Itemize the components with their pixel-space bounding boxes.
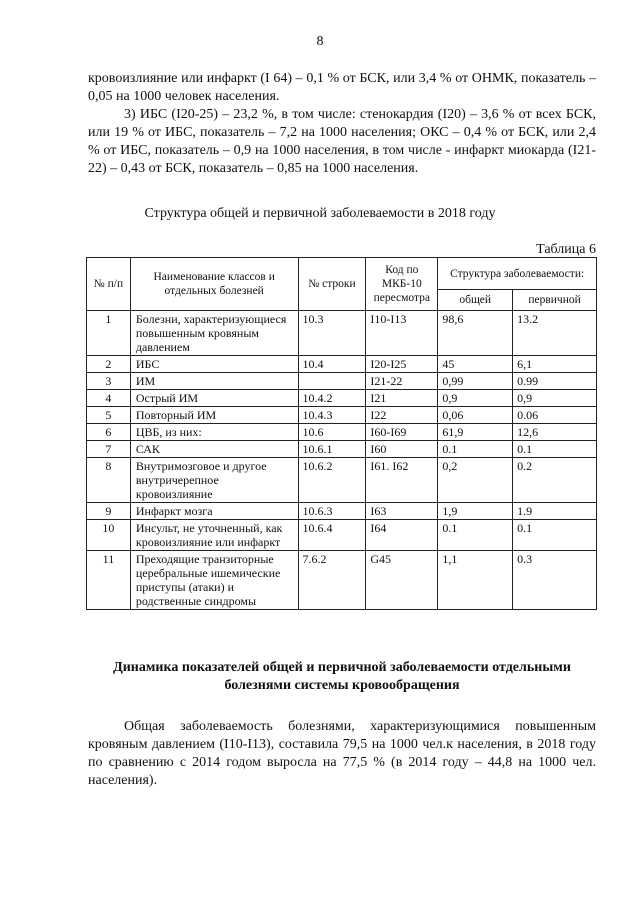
cell-general: 0.1 xyxy=(438,441,513,458)
cell-general: 1,1 xyxy=(438,551,513,610)
cell-code: I10-I13 xyxy=(366,311,438,356)
cell-general: 0,2 xyxy=(438,458,513,503)
table-row xyxy=(87,424,597,441)
cell-line: 10.4 xyxy=(298,356,366,373)
cell-num: 5 xyxy=(87,407,131,424)
cell-line: 10.3 xyxy=(298,311,366,356)
cell-general: 0,9 xyxy=(438,390,513,407)
cell-name: Болезни, характеризующиеся повышенным кровяным давлением xyxy=(130,311,298,356)
cell-name: Преходящие транзиторные церебральные ишемические приступы (атаки) и родственные синдромы xyxy=(130,551,298,610)
cell-num: 8 xyxy=(87,458,131,503)
page-number: 8 xyxy=(316,34,324,49)
cell-general: 0,99 xyxy=(438,373,513,390)
cell-code: I60-I69 xyxy=(366,424,438,441)
table-label: Таблица 6 xyxy=(536,242,596,257)
cell-name: Повторный ИМ xyxy=(130,407,298,424)
intro-paragraph-2: 3) ИБС (I20-25) – 23,2 %, в том числе: стенокардия (I20) – 3,6 % от всех БСК, или 19 % от ИБС, показатель – 7,2 на 1000 населения; ОКС – 0,4 % от БСК, или 2,4 % от ИБС, показатель – 0,9 на 1000 населения, в том числе - инфаркт миокарда (I21-22) – 0,43 от БСК, показатель – 0,85 на 1000 населения. xyxy=(88,107,596,176)
table-row xyxy=(87,441,597,458)
table-row xyxy=(87,407,597,424)
cell-num: 2 xyxy=(87,356,131,373)
cell-line: 10.4.2 xyxy=(298,390,366,407)
body-paragraph: Общая заболеваемость болезнями, характеризующимися повышенным кровяным давлением (I10-I13), составила 79,5 на 1000 чел.к населения, в 2018 году по сравнению с 2014 годом выросла на 77,5 % (в 2014 году – 44,8 на 1000 чел. населения). xyxy=(88,719,596,788)
cell-primary: 1.9 xyxy=(513,503,597,520)
cell-name: Внутримозговое и другое внутричерепное кровоизлияние xyxy=(130,458,298,503)
table-row xyxy=(87,356,597,373)
cell-num: 6 xyxy=(87,424,131,441)
cell-code: I22 xyxy=(366,407,438,424)
morbidity-table xyxy=(86,257,597,610)
cell-line: 10.6.1 xyxy=(298,441,366,458)
cell-line: 10.6.3 xyxy=(298,503,366,520)
cell-general: 45 xyxy=(438,356,513,373)
cell-line: 10.6.2 xyxy=(298,458,366,503)
table-row xyxy=(87,458,597,503)
header-icd-code: Код по МКБ-10 пересмотра xyxy=(366,258,438,311)
cell-primary: 12,6 xyxy=(513,424,597,441)
cell-primary: 6,1 xyxy=(513,356,597,373)
header-general: общей xyxy=(438,290,513,311)
cell-num: 10 xyxy=(87,520,131,551)
cell-num: 1 xyxy=(87,311,131,356)
cell-name: ИБС xyxy=(130,356,298,373)
cell-code: G45 xyxy=(366,551,438,610)
cell-code: I63 xyxy=(366,503,438,520)
cell-code: I21-22 xyxy=(366,373,438,390)
header-row-code: № строки xyxy=(298,258,366,311)
cell-primary: 0,9 xyxy=(513,390,597,407)
cell-code: I20-I25 xyxy=(366,356,438,373)
cell-general: 1,9 xyxy=(438,503,513,520)
cell-general: 0.1 xyxy=(438,520,513,551)
header-structure: Структура заболеваемости: xyxy=(438,258,597,290)
cell-name: Инсульт, не уточненный, как кровоизлияние или инфаркт xyxy=(130,520,298,551)
cell-num: 9 xyxy=(87,503,131,520)
cell-line: 10.6 xyxy=(298,424,366,441)
cell-name: САК xyxy=(130,441,298,458)
section-heading: Динамика показателей общей и первичной заболеваемости отдельными болезнями системы кровообращения xyxy=(113,660,571,693)
header-num: № п/п xyxy=(87,258,131,311)
header-primary: первичной xyxy=(513,290,597,311)
cell-primary: 0.99 xyxy=(513,373,597,390)
table-row xyxy=(87,390,597,407)
intro-paragraph-1: кровоизлияние или инфаркт (I 64) – 0,1 % от БСК, или 3,4 % от ОНМК, показатель – 0,05 на 1000 человек населения. xyxy=(88,71,596,104)
cell-num: 7 xyxy=(87,441,131,458)
table-row xyxy=(87,373,597,390)
cell-primary: 0.06 xyxy=(513,407,597,424)
cell-primary: 0.1 xyxy=(513,520,597,551)
cell-primary: 0.3 xyxy=(513,551,597,610)
cell-line xyxy=(298,373,366,390)
table-row xyxy=(87,311,597,356)
table-row xyxy=(87,551,597,610)
table-title: Структура общей и первичной заболеваемости в 2018 году xyxy=(144,206,496,221)
cell-primary: 0.2 xyxy=(513,458,597,503)
cell-primary: 13.2 xyxy=(513,311,597,356)
cell-line: 10.6.4 xyxy=(298,520,366,551)
cell-primary: 0.1 xyxy=(513,441,597,458)
cell-code: I60 xyxy=(366,441,438,458)
cell-name: Инфаркт мозга xyxy=(130,503,298,520)
cell-name: Острый ИМ xyxy=(130,390,298,407)
cell-name: ЦВБ, из них: xyxy=(130,424,298,441)
cell-general: 61,9 xyxy=(438,424,513,441)
cell-code: I64 xyxy=(366,520,438,551)
cell-num: 3 xyxy=(87,373,131,390)
cell-line: 10.4.3 xyxy=(298,407,366,424)
table-body xyxy=(87,311,597,610)
cell-code: I61. I62 xyxy=(366,458,438,503)
cell-name: ИМ xyxy=(130,373,298,390)
cell-general: 0,06 xyxy=(438,407,513,424)
cell-line: 7.6.2 xyxy=(298,551,366,610)
cell-num: 4 xyxy=(87,390,131,407)
cell-num: 11 xyxy=(87,551,131,610)
header-name: Наименование классов и отдельных болезней xyxy=(130,258,298,311)
table-row xyxy=(87,503,597,520)
cell-general: 98,6 xyxy=(438,311,513,356)
table-row xyxy=(87,520,597,551)
cell-code: I21 xyxy=(366,390,438,407)
